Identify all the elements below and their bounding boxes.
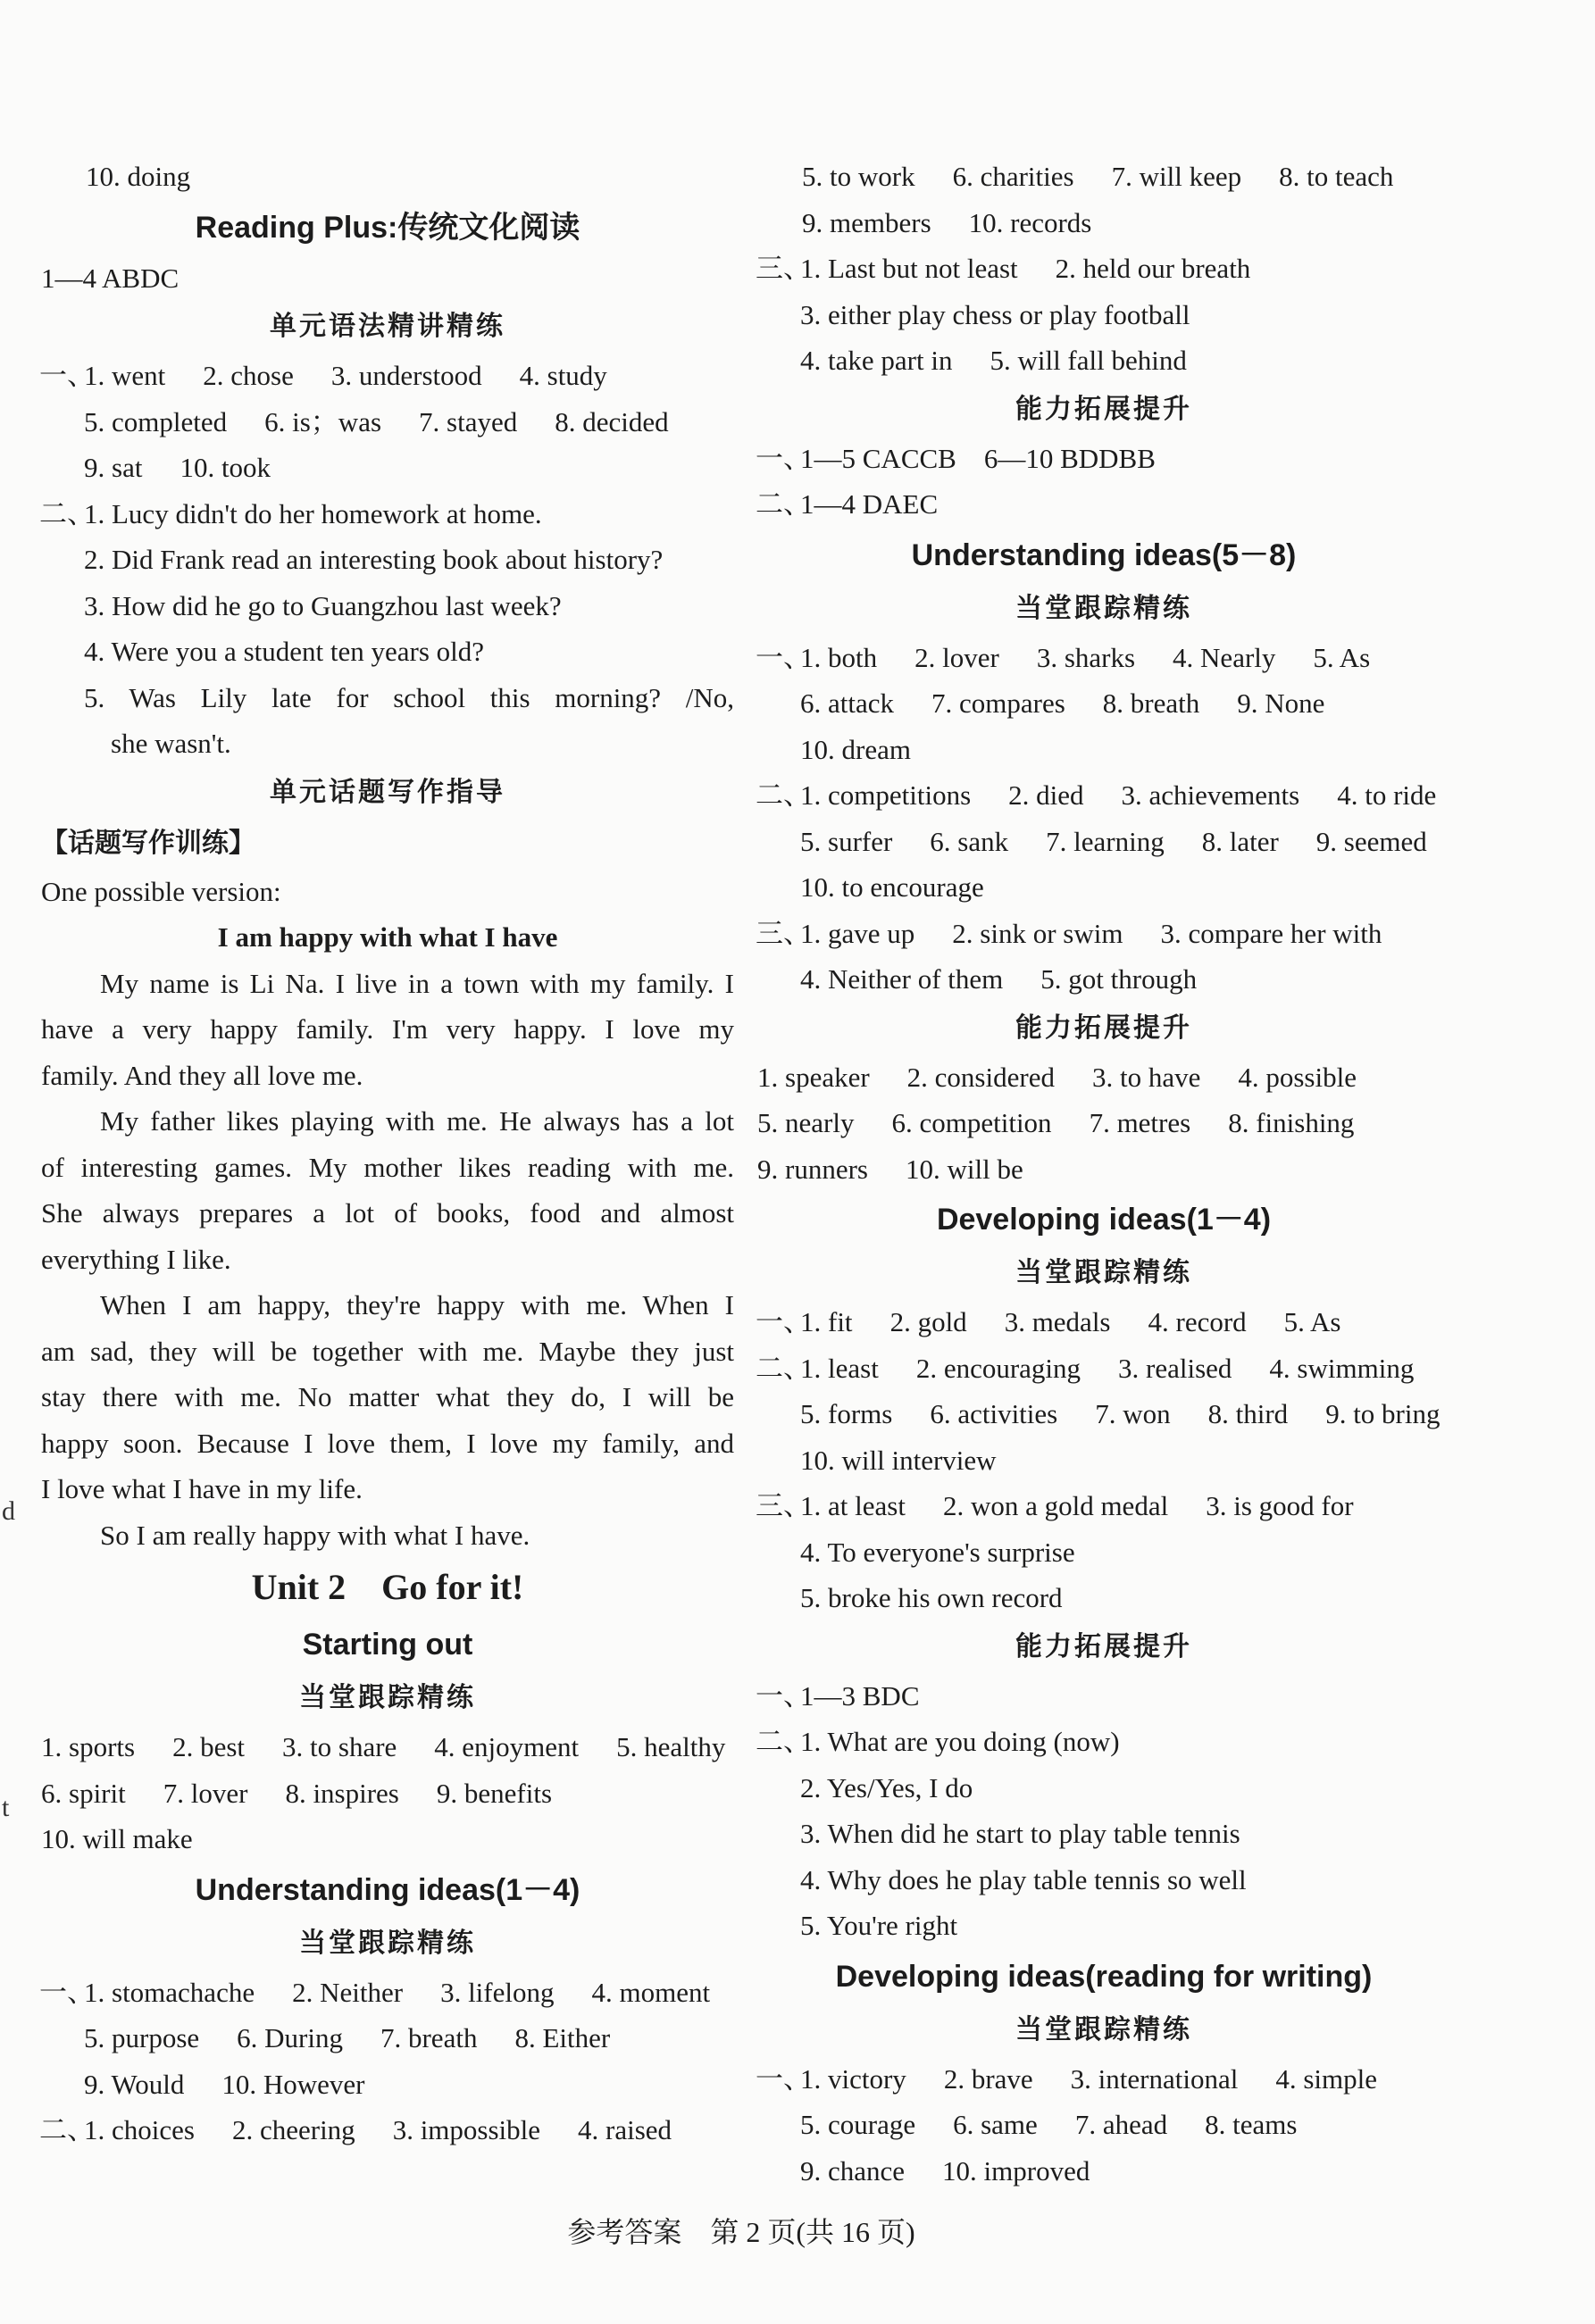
answer-item: 4. Were you a student ten years old? — [84, 636, 485, 667]
answer-item: 4. Neither of them — [800, 963, 1004, 995]
answer-item: 2. brave — [943, 2062, 1033, 2095]
essay-line: am sad, they will be together with me. Maybe they just — [41, 1335, 734, 1367]
essay-body — [41, 961, 734, 1559]
section-number: 一、 — [756, 641, 811, 673]
answer-item: 1. at least — [800, 1490, 906, 1521]
answer-item: 4. simple — [1275, 2062, 1377, 2095]
essay-line: She always prepares a lot of books, food and almost — [41, 1197, 734, 1229]
answer-item: 2. Neither — [292, 1976, 404, 2008]
di14-section-1 — [757, 1299, 1450, 1345]
reading-plus-heading: Reading Plus:传统文化阅读 — [195, 210, 580, 245]
answer-item: 1. competitions — [800, 779, 972, 811]
answer-line — [757, 772, 1450, 819]
answer-line — [41, 1724, 734, 1770]
right-top-answers — [757, 154, 1450, 246]
answer-item: 1. went — [84, 360, 166, 391]
answer-item: 7. compares — [931, 687, 1065, 719]
answer-item: 9. chance — [800, 2154, 906, 2187]
section-number: 二、 — [756, 1352, 811, 1384]
understanding-ideas-1-4-heading: Understanding ideas(1－4) — [195, 1872, 580, 1907]
ui14-section-2 — [41, 2107, 734, 2153]
ability-answers-3-section-1 — [757, 1673, 1450, 1720]
starting-out-heading: Starting out — [302, 1628, 473, 1662]
ui58-section-2 — [757, 772, 1450, 911]
answer-item: 1—3 BDC — [800, 1679, 920, 1712]
answer-line — [41, 2107, 734, 2153]
answer-line — [757, 2056, 1450, 2103]
answer-item: 9. seemed — [1315, 825, 1427, 857]
one-possible-version: One possible version: — [41, 875, 281, 907]
answer-line — [757, 1054, 1450, 1101]
section-number: 二、 — [39, 2114, 95, 2145]
section-number: 二、 — [756, 488, 811, 520]
answer-item: 10. will be — [905, 1153, 1023, 1185]
answer-line — [757, 292, 1450, 338]
answer-item: 7. breath — [380, 2022, 478, 2053]
answer-item: 7. won — [1095, 1398, 1171, 1429]
practice-heading: 当堂跟踪精练 — [299, 1927, 476, 1959]
answer-item: 10. will make — [41, 1823, 193, 1854]
answer-line — [757, 1903, 1450, 1949]
answer-item: 5. As — [1283, 1306, 1341, 1337]
answer-item: 1—4 DAEC — [800, 488, 939, 520]
answer-item: 10. improved — [942, 2154, 1090, 2187]
answer-item: 5. broke his own record — [800, 1582, 1063, 1613]
answer-item: 6. is；was — [264, 405, 382, 437]
answer-line — [757, 1483, 1450, 1529]
answer-item: 3. to have — [1091, 1061, 1201, 1093]
ability-heading: 能力拓展提升 — [1015, 1630, 1192, 1662]
answer-line — [757, 154, 1450, 200]
answer-line — [41, 399, 734, 446]
answer-item: 7. ahead — [1074, 2109, 1168, 2140]
answer-item: 7. will keep — [1111, 161, 1242, 192]
ability-heading: 能力拓展提升 — [1015, 393, 1192, 425]
answer-item: 8. third — [1207, 1398, 1289, 1429]
answer-line — [757, 1857, 1450, 1903]
practice-heading: 当堂跟踪精练 — [1015, 1257, 1192, 1288]
essay-line: happy soon. Because I love them, I love my family, and — [41, 1427, 734, 1459]
left-column — [41, 154, 734, 2153]
answer-item: 4. Nearly — [1173, 641, 1276, 673]
answer-line — [757, 1575, 1450, 1621]
answer-item: 2. gold — [889, 1306, 967, 1337]
essay-line: everything I like. — [41, 1243, 231, 1275]
answer-line — [757, 1437, 1450, 1484]
ability-heading: 能力拓展提升 — [1015, 1012, 1192, 1044]
answer-item: 3. compare her with — [1160, 917, 1382, 949]
answer-item: 4. To everyone's surprise — [800, 1536, 1075, 1568]
answer-item: 9. runners — [757, 1153, 868, 1185]
practice-heading: 当堂跟踪精练 — [299, 1682, 476, 1713]
answer-item: 7. learning — [1046, 825, 1165, 857]
answer-item: 9. to bring — [1325, 1398, 1441, 1429]
answer-line — [757, 200, 1450, 246]
answer-item: 3. either play chess or play football — [800, 298, 1190, 330]
answer-line — [757, 1719, 1450, 1765]
answer-line — [41, 1970, 734, 2016]
answer-line — [757, 337, 1450, 384]
essay-line: family. And they all love me. — [41, 1059, 363, 1091]
answer-item: 1. fit — [800, 1306, 853, 1337]
answer-item: 4. moment — [591, 1976, 711, 2008]
answer-item: 3. How did he go to Guangzhou last week? — [84, 589, 562, 621]
answer-line — [757, 1673, 1450, 1720]
answer-item: 8. Either — [514, 2022, 611, 2053]
answer-item: 10. to encourage — [800, 871, 984, 903]
answer-item: 8. decided — [555, 405, 669, 437]
answer-line — [757, 1299, 1450, 1345]
answer-item: 5. completed — [84, 405, 228, 437]
answer-line — [41, 675, 734, 721]
answer-item: 2. lover — [914, 641, 999, 673]
answer-item: 5. to work — [802, 161, 915, 192]
answer-item: 5. nearly — [757, 1107, 855, 1138]
answer-item: 5. got through — [1040, 963, 1198, 995]
answer-item: 6. attack — [800, 687, 895, 719]
answer-item: 6. spirit — [41, 1777, 126, 1809]
answer-line — [41, 1770, 734, 1817]
developing-ideas-1-4-heading: Developing ideas(1－4) — [936, 1203, 1272, 1237]
grammar-section-2 — [41, 491, 734, 767]
starting-out-answers — [41, 1724, 734, 1862]
ability-answers-3-section-2 — [757, 1719, 1450, 1949]
answer-item: 7. lover — [163, 1777, 248, 1809]
answer-item: 3. is good for — [1206, 1490, 1354, 1521]
answer-item: 8. inspires — [285, 1777, 399, 1809]
section-number: 三、 — [756, 1490, 811, 1521]
developing-ideas-reading-for-writing-heading: Developing ideas(reading for writing) — [835, 1959, 1373, 1994]
answer-item: 8. later — [1201, 825, 1279, 857]
right-section-3 — [757, 246, 1450, 384]
answer-item: 1. Last but not least — [800, 253, 1018, 284]
answer-item: 9. members — [802, 206, 931, 238]
answer-item: 10. records — [968, 206, 1092, 238]
practice-heading: 当堂跟踪精练 — [1015, 592, 1192, 624]
section-number: 一、 — [39, 360, 95, 391]
answer-item: 2. Yes/Yes, I do — [800, 1771, 973, 1803]
answer-line — [41, 583, 734, 629]
section-number: 一、 — [756, 1679, 811, 1712]
section-number: 三、 — [756, 253, 811, 284]
di14-section-2 — [757, 1345, 1450, 1484]
answer-item: 5. courage — [800, 2109, 916, 2140]
answer-line — [757, 246, 1450, 292]
answer-item: 4. record — [1148, 1306, 1247, 1337]
answer-item: 2. Did Frank read an interesting book about history? — [84, 544, 664, 575]
answer-item: 4. swimming — [1269, 1352, 1415, 1384]
answer-line — [757, 1391, 1450, 1437]
answer-line — [757, 1529, 1450, 1576]
answer-item: 1. speaker — [757, 1061, 870, 1093]
answer-item: 5. surfer — [800, 825, 893, 857]
answer-item: 1. both — [800, 641, 878, 673]
answer-line — [757, 2148, 1450, 2195]
ui14-section-1 — [41, 1970, 734, 2108]
answer-item: 4. study — [519, 360, 607, 391]
answer-item: 10. took — [180, 452, 271, 483]
answer-item: 3. medals — [1004, 1306, 1111, 1337]
edge-mark: d — [2, 1496, 15, 1526]
answer-line — [41, 721, 734, 767]
section-number: 二、 — [756, 779, 811, 811]
answer-item: 2. best — [172, 1731, 246, 1762]
answer-item: 4. Why does he play table tennis so well — [800, 1863, 1247, 1895]
grammar-section-1 — [41, 353, 734, 491]
writing-training-label: 【话题写作训练】 — [41, 827, 255, 859]
answer-line: 10. doing — [86, 161, 191, 192]
answer-item: 8. finishing — [1228, 1107, 1355, 1138]
answer-line — [757, 1765, 1450, 1812]
practice-heading: 当堂跟踪精练 — [1015, 2013, 1192, 2045]
essay-line: have a very happy family. I'm very happy. I love my — [41, 1013, 734, 1045]
answer-item: 6. charities — [952, 161, 1074, 192]
answer-item: 6. same — [953, 2109, 1038, 2140]
answer-item: 1. Lucy didn't do her homework at home. — [84, 497, 542, 529]
answer-item: 4. raised — [578, 2114, 672, 2145]
answer-line — [757, 635, 1450, 681]
answer-item: 1. choices — [84, 2114, 195, 2145]
answer-item: 3. When did he start to play table tennis — [800, 1818, 1240, 1849]
ui58-section-3 — [757, 911, 1450, 1003]
section-number: 三、 — [756, 917, 811, 949]
answer-item: 10. will interview — [800, 1444, 997, 1476]
answer-item: 2. chose — [203, 360, 294, 391]
answer-item: 9. Would — [84, 2068, 185, 2100]
answer-line — [41, 537, 734, 583]
ability-answers-1 — [757, 436, 1450, 528]
answer-item: 3. achievements — [1121, 779, 1300, 811]
answer-line — [41, 2062, 734, 2108]
unit-title: Unit 2 Go for it! — [251, 1567, 524, 1607]
answer-line — [41, 2015, 734, 2062]
dirw-section-1 — [757, 2056, 1450, 2195]
answer-item: 2. cheering — [231, 2114, 355, 2145]
edge-mark: t — [2, 1793, 10, 1822]
answer-item: 1. sports — [41, 1731, 136, 1762]
answer-item: 5. will fall behind — [990, 345, 1187, 376]
answer-line — [757, 911, 1450, 957]
answer-item: 1. stomachache — [84, 1976, 255, 2008]
answer-item: 5. Was Lily late for school this morning? /No, — [84, 681, 734, 713]
grammar-heading: 单元语法精讲精练 — [270, 311, 505, 342]
answer-item: 2. sink or swim — [952, 917, 1123, 949]
answer-item: 2. won a gold medal — [942, 1490, 1169, 1521]
answer-item: 8. to teach — [1279, 161, 1394, 192]
answer-line — [757, 680, 1450, 727]
answer-item: 5. purpose — [84, 2022, 200, 2053]
ability-answers-2 — [757, 1054, 1450, 1193]
answer-item: 5. You're right — [800, 1910, 958, 1941]
answer-item: 5. forms — [800, 1398, 893, 1429]
answer-item: 2. held our breath — [1055, 253, 1251, 284]
answer-line: 1—4 ABDC — [41, 262, 180, 294]
answer-item: 3. realised — [1118, 1352, 1232, 1384]
section-number: 一、 — [39, 1976, 95, 2008]
answer-item: 3. understood — [330, 360, 482, 391]
answer-line — [757, 819, 1450, 865]
section-number: 一、 — [756, 2062, 811, 2095]
answer-item: 10. dream — [800, 733, 911, 765]
answer-item: she wasn't. — [111, 728, 231, 759]
answer-line — [757, 864, 1450, 911]
answer-item: 4. to ride — [1337, 779, 1437, 811]
essay-line: My name is Li Na. I live in a town with my family. I — [100, 967, 734, 999]
answer-line — [757, 1811, 1450, 1857]
answer-item: 7. stayed — [419, 405, 518, 437]
answer-line — [757, 727, 1450, 773]
answer-line — [757, 481, 1450, 528]
answer-item: 3. sharks — [1036, 641, 1136, 673]
answer-item: 8. teams — [1205, 2109, 1298, 2140]
essay-line: So I am really happy with what I have. — [100, 1519, 530, 1551]
answer-item: 9. benefits — [436, 1777, 553, 1809]
answer-item: 1. gave up — [800, 917, 915, 949]
understanding-ideas-5-8-heading: Understanding ideas(5－8) — [911, 537, 1297, 572]
essay-line: When I am happy, they're happy with me. When I — [100, 1289, 734, 1320]
answer-line — [757, 2102, 1450, 2148]
ui58-section-1 — [757, 635, 1450, 773]
answer-item: 5. As — [1313, 641, 1371, 673]
page-footer: 参考答案 第 2 页(共 16 页) — [567, 2216, 915, 2248]
writing-heading: 单元话题写作指导 — [270, 776, 505, 808]
answer-item: 9. sat — [84, 452, 143, 483]
essay-title: I am happy with what I have — [217, 921, 558, 953]
answer-item: 1. What are you doing (now) — [800, 1726, 1120, 1757]
answer-item: 3. impossible — [392, 2114, 541, 2145]
answer-item: 2. considered — [906, 1061, 1055, 1093]
answer-item: 3. international — [1070, 2062, 1239, 2095]
answer-item: 6. During — [237, 2022, 343, 2053]
answer-line — [757, 436, 1450, 482]
answer-line — [757, 1345, 1450, 1392]
right-column — [757, 154, 1450, 2194]
section-number: 一、 — [756, 442, 811, 474]
answer-item: 1. least — [800, 1352, 879, 1384]
answer-line — [757, 1100, 1450, 1146]
essay-line: stay there with me. No matter what they do, I will be — [41, 1381, 734, 1412]
answer-line — [41, 629, 734, 675]
answer-item: 1. victory — [800, 2062, 906, 2095]
answer-item: 3. lifelong — [440, 1976, 555, 2008]
answer-item: 2. died — [1008, 779, 1084, 811]
answer-line — [41, 491, 734, 537]
section-number: 二、 — [39, 497, 95, 529]
answer-line — [757, 1146, 1450, 1193]
answer-item: 10. However — [221, 2068, 365, 2100]
answer-item: 6. activities — [930, 1398, 1058, 1429]
essay-line: I love what I have in my life. — [41, 1473, 363, 1504]
answer-item: 7. metres — [1089, 1107, 1191, 1138]
section-number: 一、 — [756, 1306, 811, 1337]
answer-line — [41, 353, 734, 399]
answer-item: 1—5 CACCB 6—10 BDDBB — [800, 442, 1156, 474]
answer-item: 9. None — [1237, 687, 1325, 719]
di14-section-3 — [757, 1483, 1450, 1621]
answer-item: 8. breath — [1102, 687, 1200, 719]
answer-item: 6. competition — [891, 1107, 1052, 1138]
answer-item: 4. take part in — [800, 345, 953, 376]
answer-item: 4. possible — [1238, 1061, 1357, 1093]
answer-line — [757, 956, 1450, 1003]
answer-item: 4. enjoyment — [434, 1731, 580, 1762]
answer-item: 2. encouraging — [915, 1352, 1081, 1384]
answer-item: 6. sank — [930, 825, 1009, 857]
essay-line: of interesting games. My mother likes reading with me. — [41, 1151, 734, 1183]
answer-line — [41, 1816, 734, 1862]
answer-item: 5. healthy — [616, 1731, 726, 1762]
essay-line: My father likes playing with me. He always has a lot — [100, 1105, 734, 1137]
section-number: 二、 — [756, 1726, 811, 1757]
answer-item: 3. to share — [282, 1731, 397, 1762]
answer-line — [41, 445, 734, 491]
